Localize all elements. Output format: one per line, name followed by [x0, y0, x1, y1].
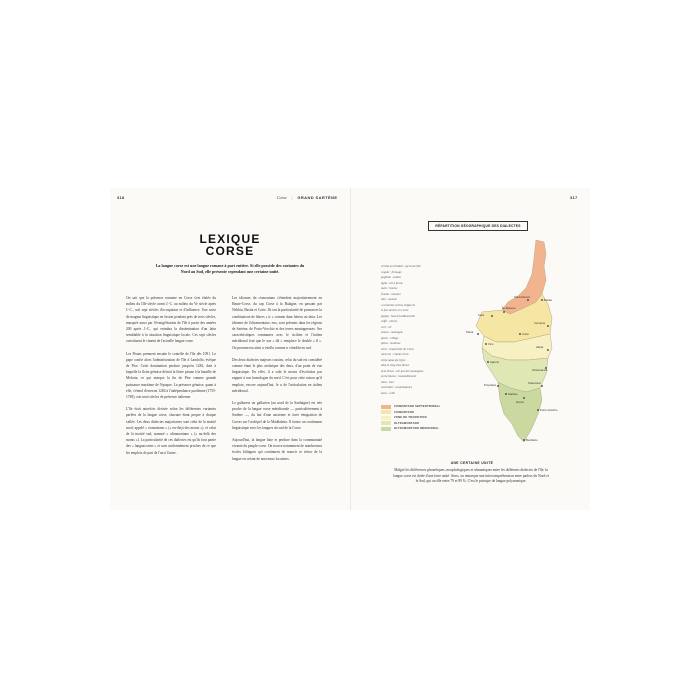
- caption-title: UNE CERTAINE UNITÉ: [450, 461, 494, 465]
- glossary-item: caffè : chèvre: [381, 319, 398, 323]
- legend-label: ZONE DE TRANSITION: [394, 416, 427, 420]
- glossary-item: le fort ancien en Corse: [381, 308, 409, 312]
- glossary-list: [381, 264, 457, 396]
- map-caption: Malgré les différences phonétiques, morphologiques et sémantiques entre les différents dialectes de l'île, la langue corse est dotée d'une forte unité. Ainsi, on remarque une intercompréhension entre parlers du Nord et le Sud, qui oscille entre 79 et 89 %. C'est le principe de langue polynomique.: [393, 468, 549, 484]
- glossary-item: paese : village: [381, 335, 399, 340]
- town-label: Solenzara: [528, 381, 541, 385]
- glossary-item: cori : cil: [381, 324, 392, 329]
- legend-swatch: [381, 427, 391, 431]
- glossary-item: aria fresca : air pur des montagnes: [381, 368, 424, 373]
- running-header: [277, 195, 337, 200]
- town-label: Bastia: [544, 298, 552, 302]
- glossary-item: zona : cellé: [381, 390, 395, 395]
- glossary-item: vacciutuli : coulumatauce: [381, 385, 413, 389]
- article-lead: La langue corse est une langue romane à part entière. Si elle possède des variantes du Nord au Sud, elle présente cependant une certaine unité.: [155, 263, 305, 275]
- legend-swatch: [381, 405, 391, 409]
- paragraph: Les Pisans prennent ensuite le contrôle de l'île dès 1091. Le pape confie alors l'administration de l'île à Landolfo, évêque de Pise. Cette domination perdure jusqu'en 1284, date à laquelle la flotte génoise détruit la flotte pisane à la bataille de Meloria, ce qui marque la fin de Pise comme grande puissance maritime de l'époque. La présence génoise, quant à elle, s'étend d'environ 1284 à l'indépendance paolienne (1755-1769), soit neuf siècles de présence italienne.: [126, 351, 216, 400]
- paragraph: On sait que la présence romaine en Corse s'est étalée du milieu du IIIe siècle avant J.-C. au milieu du Ve siècle après J.-C., soit sept siècles d'occupation et d'influence. Une sorte de magma linguistique en fusion pendant près de trois siècles, marquée aussi par l'évangélisation de l'île à partir des années 200 après J.-C., qui entraîna la dissémination d'un latin semblable à la situation linguistique locale. Ces sept siècles constituent le ciment de l'actuelle langue corse.: [126, 296, 216, 344]
- town-label: Sartène: [508, 392, 518, 396]
- legend-label: CISMONTANO SEPTENTRIONAL: [394, 405, 441, 409]
- article-column-1: [126, 295, 216, 462]
- glossary-item: terra : immortelle de Corse: [381, 346, 414, 351]
- legend-swatch: [381, 416, 391, 420]
- glossary-item: tunti ore : chants corse: [381, 352, 409, 356]
- running-header-region: Corse: [277, 195, 287, 200]
- paragraph: Le gallurese ou gallurien (au nord de la Sardaigne) est très proche de la langue corse méridionale — particulièrement à Sartène —, du fait d'une ancienne et forte émigration de Corses sur l'archipel de la Maddalena. Il forme un continuum linguistique avec les langues du sud de la Corse.: [232, 401, 322, 430]
- town-label: Saint-Florent: [514, 295, 531, 299]
- town-label: Propriano: [484, 383, 497, 387]
- article-title-line1: LEXIQUE: [199, 232, 261, 246]
- legend-label: CISMONTANO: [394, 410, 415, 414]
- glossary-item: ch'ella un brindisi : qu'il une fête: [381, 264, 421, 268]
- town-label: Bonifacio: [526, 438, 538, 442]
- town-label: Calvi: [478, 313, 485, 317]
- paragraph: Aujourd'hui, la langue latte et perdure dans la communauté vivante du peuple corse. On trouve notamment de nombreuses écoles bilingues qui continuent de nourrir ce trésor de la langue en créant de nouveaux locuteurs.: [232, 438, 322, 461]
- left-page-number: 318: [117, 195, 125, 200]
- corsica-dialect-map: [462, 238, 572, 448]
- glossary-item: stirpi aqua pie types: [381, 357, 406, 362]
- legend-item: [381, 426, 440, 432]
- town-label: Vico: [488, 342, 494, 346]
- glossary-item: tuttu : tout: [381, 379, 394, 384]
- town-label: Corte: [522, 332, 529, 336]
- legend-swatch: [381, 421, 391, 425]
- glossary-item: cogulu : fromage: [381, 269, 402, 274]
- town-label: Aléria: [536, 345, 544, 349]
- glossary-item: pugliulu : pollen: [381, 275, 401, 279]
- town-label: Piana: [466, 330, 474, 334]
- region-oltramontano-meridional: [498, 382, 542, 442]
- glossary-item: oliu : maison: [381, 297, 397, 301]
- paragraph: Des deux dialectes majeurs cousins, celui du sud est considéré comme étant le plus archaïque des deux, d'un point de vue linguistique. En effet, il a subi le moins d'évolution par rapport à son homologue du nord. C'est pour cette raison qu'il emploie, encore aujourd'hui, le u de l'articulation en italien méridional.: [232, 357, 322, 393]
- town-label: Ghisonaccia: [532, 368, 548, 372]
- map-legend: [381, 404, 440, 432]
- paragraph: L'île était autrefois divisée selon les différentes variantes parlées de la langue corse, chacune étant propre à chaque vallée. Les deux dialectes majoritaires sont celui de la moitié nord, appelé « cismontano » (« en-deçà des monts »), et celui de la moitié sud, nommé « oltramontano » (« au-delà des monts »). La particularité de ces dialectes est qu'ils font partie des « languaccents » et sont uniformément proches de ce que les emplois de part de l'un à l'autre.: [126, 407, 216, 455]
- paragraph: Les idiomes du cismontano s'étendent majoritairement en Haute-Corse, du cap Corse à la Balagne, en passant par Nebbiu, Bastia et Corte. Ils ont la particularité de prononcer la combinaison de lettres « tr » comme dans lettera ou fatta. Les idiomes de l'oltramontano, eux, sont présents dans les régions de Sartène, de Porto-Vecchio et des terres montagneuses. Ses caractéristiques communes avec le sicilien et l'italien méridional font que le son « dd » remplace le double « ll ». On prononcera ainsi u vitellu comme u vitteddu en sud.: [232, 296, 322, 350]
- glossary-item: muntu : montagne: [381, 330, 403, 334]
- legend-label: OLTRAMONTANO MÉRIDIONAL: [394, 427, 440, 431]
- town-label: Ajaccio: [490, 360, 500, 364]
- glossary-item: u contrente sereno d'Ajaccio: [381, 302, 416, 307]
- glossary-item: melu : bourse: [381, 286, 398, 290]
- glossary-item: pighja : boeuf traditionnelle: [381, 313, 415, 318]
- town-label: Cervione: [534, 321, 546, 325]
- glossary-item: scola linena : rassemblement: [381, 374, 417, 378]
- map-heading: RÉPARTITION GÉOGRAPHIQUE DES DIALECTES: [428, 221, 528, 231]
- town-label: Porto-Vecchio: [540, 408, 558, 412]
- glossary-item: piena : mollesse: [381, 341, 401, 345]
- article-title-line2: CORSE: [205, 244, 255, 258]
- running-header-section: GRAND SARTÈNE: [297, 195, 338, 200]
- town-label: Zonza: [516, 400, 524, 404]
- page-gutter: [350, 188, 351, 510]
- legend-label: OLTRAMONTANO: [394, 421, 420, 425]
- article-column-2: [232, 295, 322, 468]
- town-label: Île-Rousse: [502, 306, 516, 310]
- glossary-item: agliu : ail à forme: [381, 280, 403, 285]
- glossary-item: alba le long d'un fleuve: [381, 363, 410, 367]
- glossary-item: frundu : mouton: [381, 291, 401, 296]
- legend-swatch: [381, 410, 391, 414]
- right-page-number: 317: [570, 195, 578, 200]
- header-separator: |: [291, 195, 293, 200]
